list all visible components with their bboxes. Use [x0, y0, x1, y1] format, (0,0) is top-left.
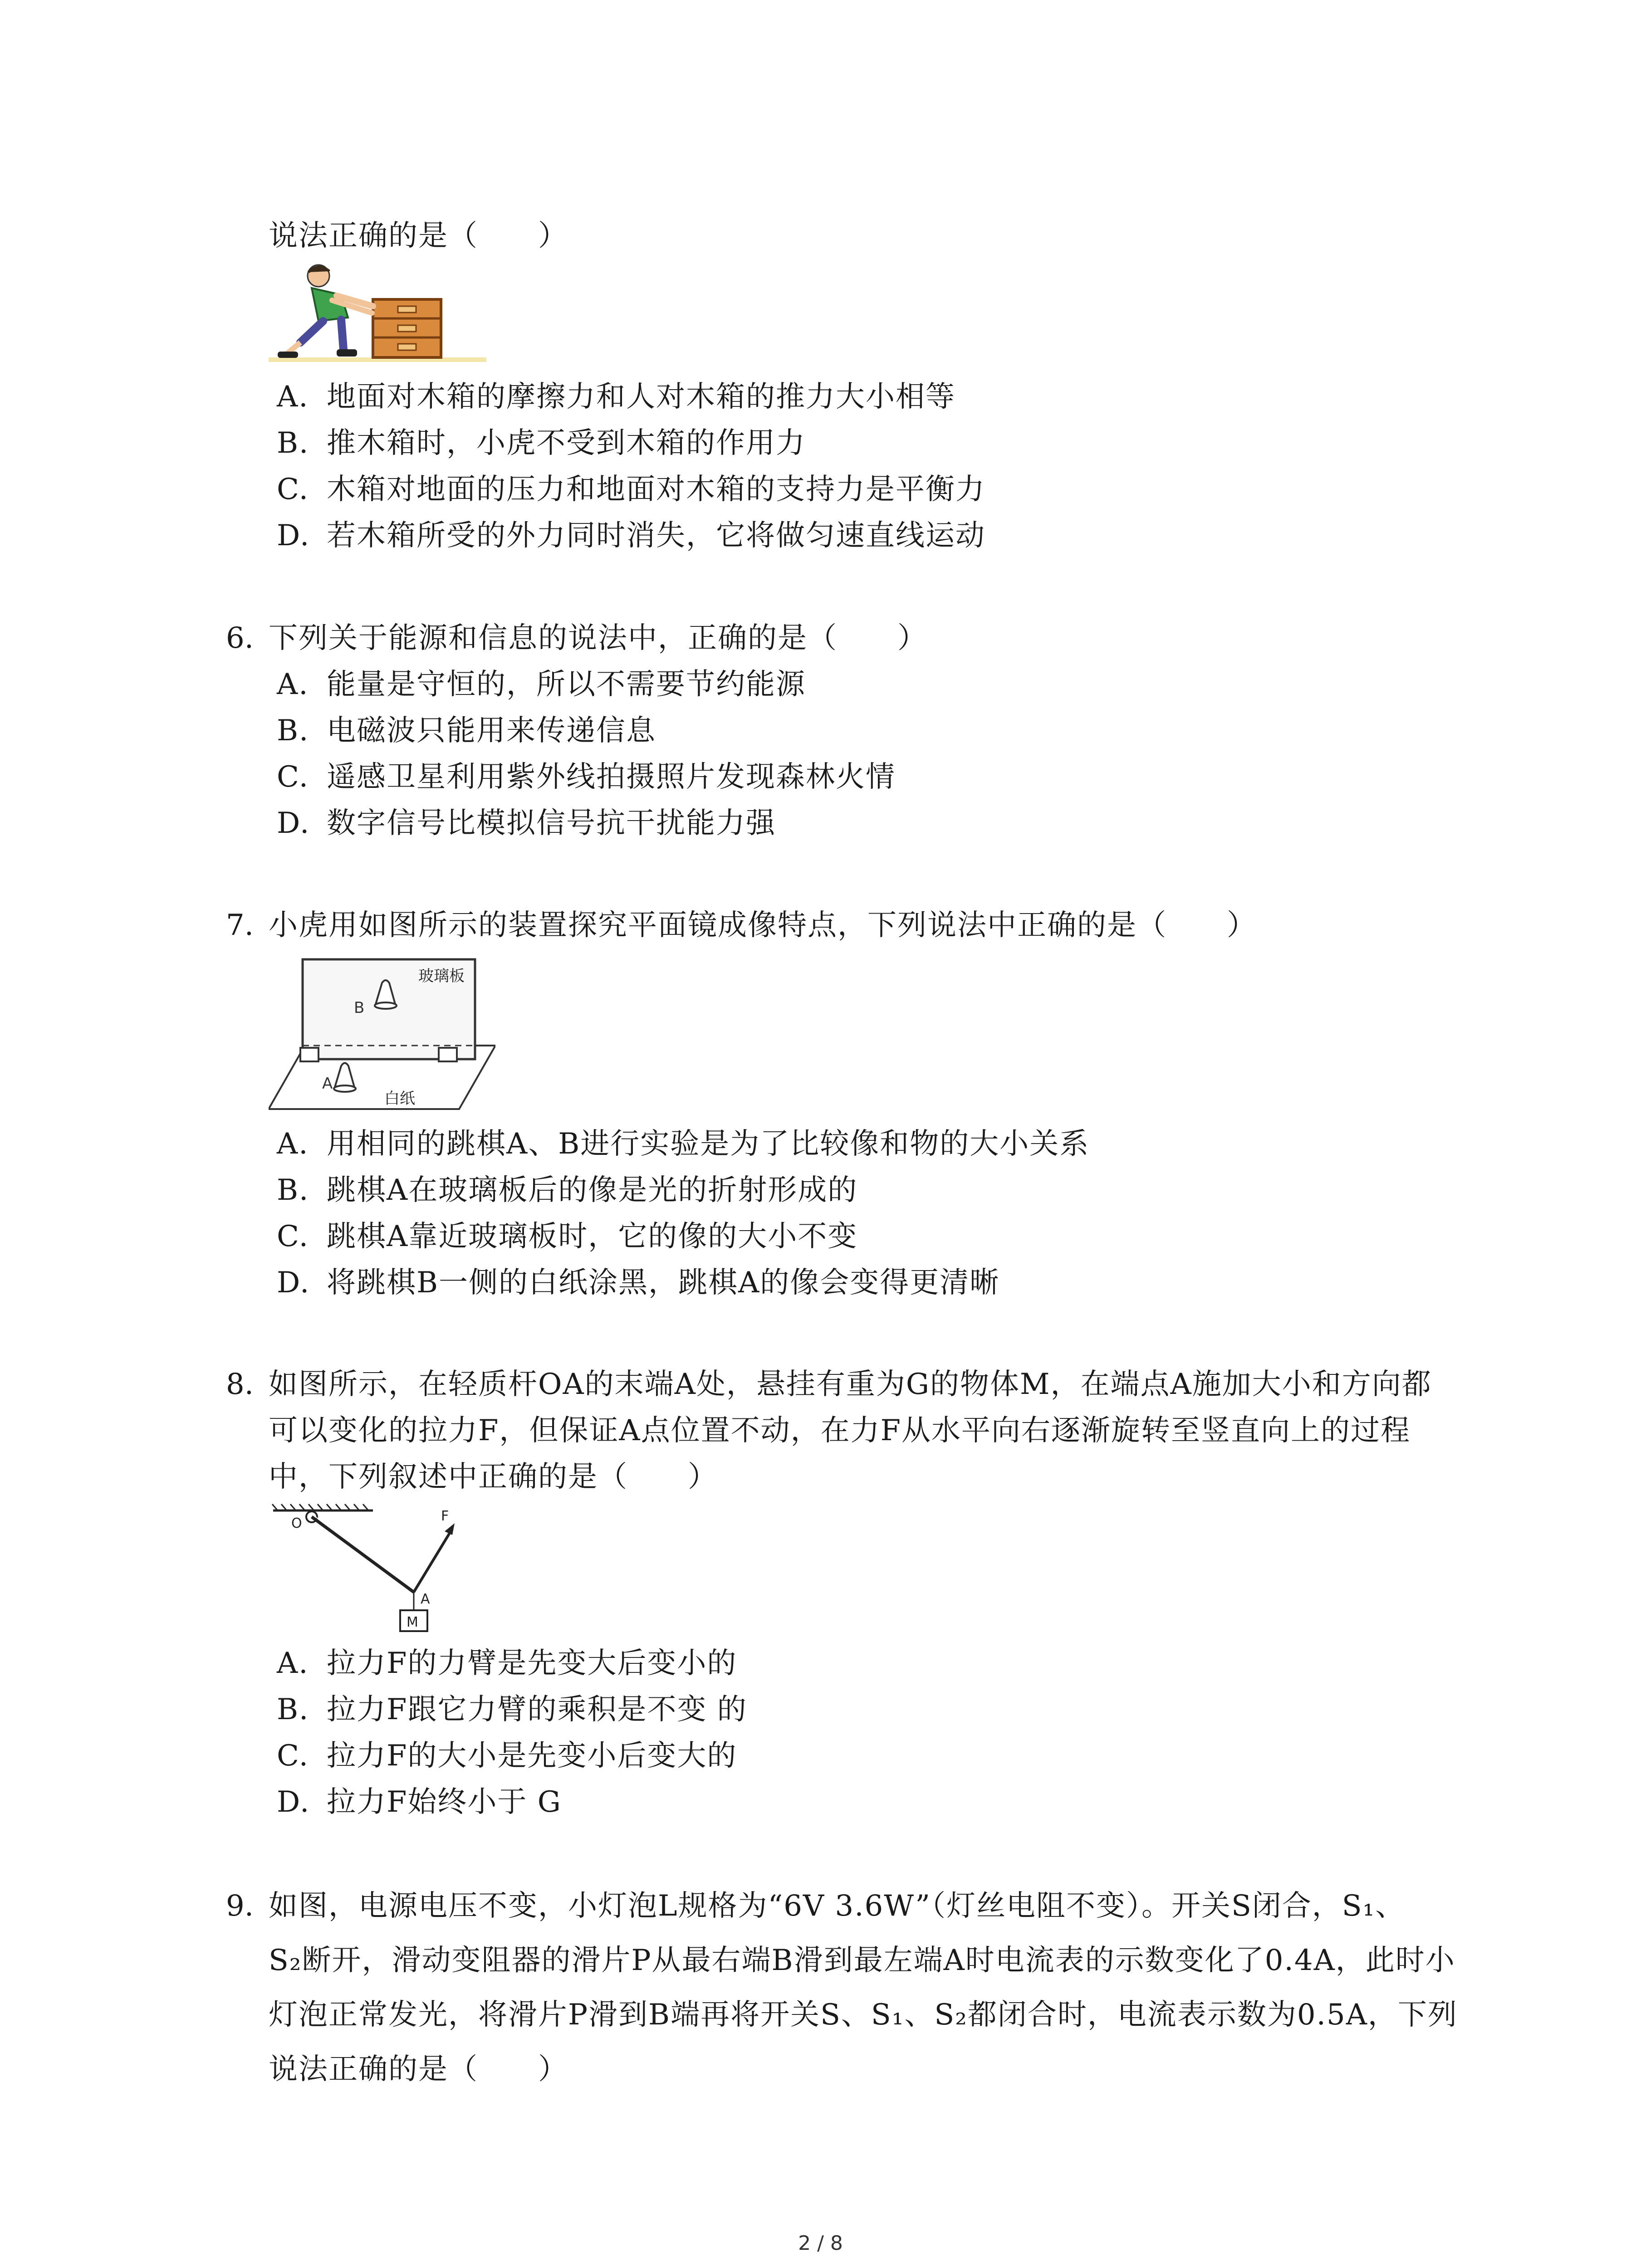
q6-option-c — [277, 760, 896, 794]
q5-option-d — [277, 521, 985, 550]
q8-option-d-text: 拉力F始终小于 G — [327, 1785, 562, 1819]
q5-figure-boy-pushing-box — [269, 263, 495, 367]
q7-figure-mirror-setup — [269, 955, 495, 1118]
q7-option-b-letter: B. — [277, 1173, 309, 1207]
q5-option-c-letter: C. — [277, 473, 309, 506]
q8-option-c — [277, 1739, 737, 1773]
q7-stem: 小虎用如图所示的装置探究平面镜成像特点，下列说法中正确的是（ ） — [269, 909, 1257, 942]
q8-figure-label-m: M — [407, 1614, 418, 1630]
q6-option-b-letter: B. — [277, 714, 309, 748]
q5-option-b-letter: B. — [277, 426, 309, 460]
q7-option-d-text: 将跳棋B一侧的白纸涂黑，跳棋A的像会变得更清晰 — [327, 1266, 1000, 1300]
q7-number: 7. — [226, 909, 254, 942]
q7-option-c — [277, 1222, 857, 1251]
q8-stem-line-3: 中，下列叙述中正确的是（ ） — [269, 1460, 718, 1494]
q8-figure-label-f: F — [441, 1508, 449, 1524]
q5-option-d-letter: D. — [277, 519, 310, 552]
q6-option-c-text: 遥感卫星利用紫外线拍摄照片发现森林火情 — [327, 760, 896, 794]
q8-figure-label-a: A — [421, 1591, 430, 1607]
q7-figure-label-a: A — [322, 1075, 333, 1093]
q8-stem-line-1: 如图所示，在轻质杆OA的末端A处，悬挂有重为G的物体M，在端点A施加大小和方向都 — [269, 1368, 1432, 1401]
q5-option-c — [277, 475, 985, 504]
q9-stem-line-4: 说法正确的是（ ） — [269, 2053, 568, 2086]
q7-option-b-text: 跳棋A在玻璃板后的像是光的折射形成的 — [327, 1173, 858, 1207]
q8-figure-label-o: O — [291, 1515, 302, 1531]
q7-option-c-text: 跳棋A靠近玻璃板时，它的像的大小不变 — [327, 1220, 858, 1253]
q8-option-b-text: 拉力F跟它力臂的乘积是不变 的 — [327, 1693, 747, 1726]
q6-option-a-text: 能量是守恒的，所以不需要节约能源 — [327, 668, 806, 701]
q5-stem-tail: 说法正确的是（ ） — [269, 219, 568, 253]
q8-option-a-letter: A. — [277, 1647, 309, 1680]
q9-stem-line-1: 如图，电源电压不变，小灯泡L规格为“6V 3.6W”（灯丝电阻不变）。开关S闭合，S₁、 — [269, 1889, 1406, 1923]
q6-number: 6. — [226, 621, 254, 655]
q8-option-b — [277, 1695, 747, 1724]
q6-option-b-text: 电磁波只能用来传递信息 — [327, 714, 656, 748]
q7-option-a — [277, 1127, 1090, 1161]
q6-option-d-text: 数字信号比模拟信号抗干扰能力强 — [327, 807, 776, 840]
q5-option-a — [277, 380, 955, 414]
q5-option-a-text: 地面对木箱的摩擦力和人对木箱的推力大小相等 — [327, 380, 955, 414]
q8-number: 8. — [226, 1368, 254, 1401]
q5-option-a-letter: A. — [277, 380, 309, 414]
q5-option-d-text: 若木箱所受的外力同时消失，它将做匀速直线运动 — [327, 519, 985, 552]
q7-option-c-letter: C. — [277, 1220, 309, 1253]
page-number: 2 / 8 — [798, 2232, 843, 2255]
q6-option-c-letter: C. — [277, 760, 309, 794]
q7-figure-label-paper: 白纸 — [384, 1090, 415, 1108]
q7-option-d — [277, 1266, 1000, 1300]
q8-option-b-letter: B. — [277, 1693, 309, 1726]
q7-figure-label-glass: 玻璃板 — [418, 967, 465, 985]
q7-option-d-letter: D. — [277, 1266, 310, 1300]
q7-option-b — [277, 1173, 858, 1207]
q6-stem: 下列关于能源和信息的说法中，正确的是（ ） — [269, 621, 927, 655]
q6-option-d — [277, 809, 776, 838]
q8-option-a — [277, 1649, 737, 1678]
q8-option-d — [277, 1785, 562, 1819]
q6-option-b — [277, 714, 656, 748]
q9-stem-line-2: S₂断开，滑动变阻器的滑片P从最右端B滑到最左端A时电流表的示数变化了0.4A，此时小 — [269, 1944, 1455, 1977]
q8-option-c-text: 拉力F的大小是先变小后变大的 — [327, 1739, 737, 1773]
q8-option-c-letter: C. — [277, 1739, 309, 1773]
q8-figure-lever — [269, 1501, 459, 1637]
q9-number: 9. — [226, 1889, 254, 1923]
q6-option-a — [277, 670, 806, 699]
q8-option-a-text: 拉力F的力臂是先变大后变小的 — [327, 1647, 737, 1680]
q6-option-d-letter: D. — [277, 807, 310, 840]
q6-option-a-letter: A. — [277, 668, 309, 701]
q9-stem-line-3: 灯泡正常发光，将滑片P滑到B端再将开关S、S₁、S₂都闭合时，电流表示数为0.5A，下列 — [269, 1998, 1458, 2032]
q5-option-b-text: 推木箱时，小虎不受到木箱的作用力 — [327, 426, 806, 460]
q8-stem-line-2: 可以变化的拉力F，但保证A点位置不动，在力F从水平向右逐渐旋转至竖直向上的过程 — [269, 1414, 1411, 1447]
q5-option-b — [277, 426, 806, 460]
q5-option-c-text: 木箱对地面的压力和地面对木箱的支持力是平衡力 — [327, 473, 985, 506]
q7-option-a-text: 用相同的跳棋A、B进行实验是为了比较像和物的大小关系 — [327, 1127, 1090, 1161]
q7-figure-label-b: B — [354, 999, 365, 1017]
q8-option-d-letter: D. — [277, 1785, 310, 1819]
q7-option-a-letter: A. — [277, 1127, 309, 1161]
